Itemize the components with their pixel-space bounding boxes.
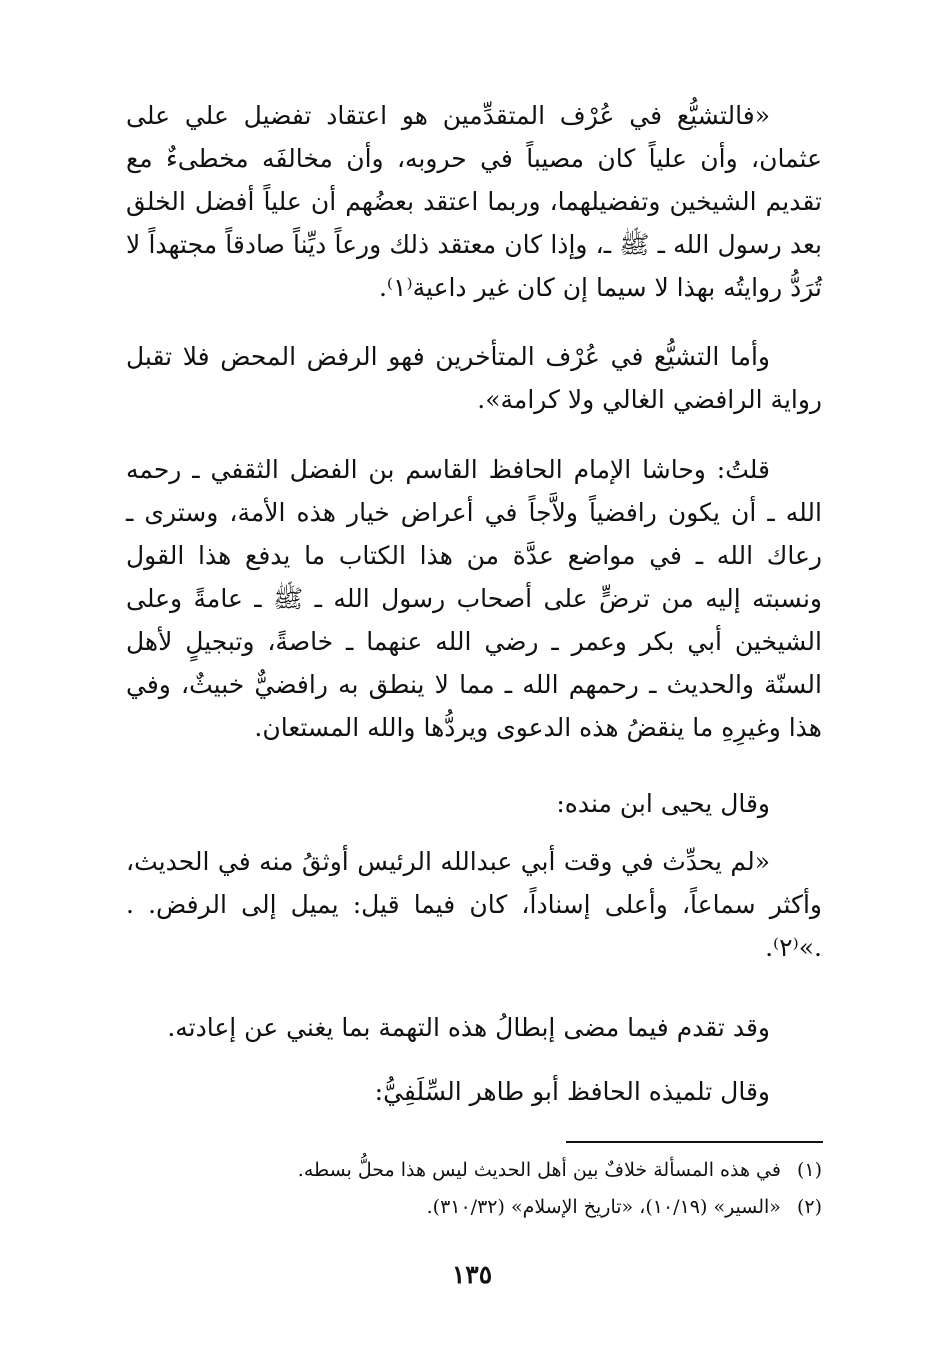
footnotes-section [160, 1152, 822, 1226]
footnote-1 [160, 1152, 822, 1189]
paragraph-shia-definition-early: «فالتشيُّع في عُرْف المتقدِّمين هو اعتقاد تفضيل علي على عثمان، وأن علياً كان مصيباً في حروبه، وأن مخالفَه مخطىءٌ مع تقديم الشيخين وتفضيلهما، وربما اعتقد بعضُهم أن علياً أفضل الخلق بعد رسول الله ـ ﷺ ـ، وإذا كان معتقد ذلك ورعاً ديِّناً صادقاً مجتهداً لا تُرَدُّ روايتُه بهذا لا سيما إن كان غير داعية⁽١⁾. [126, 101, 822, 302]
paragraph-silafi-intro: وقال تلميذه الحافظ أبو طاهر السِّلَفِيُّ: [374, 1077, 770, 1106]
page-number: ١٣٥ [451, 1260, 493, 1289]
footnote-2 [160, 1189, 822, 1226]
paragraph-author-comment: قلتُ: وحاشا الإمام الحافظ القاسم بن الفضل الثقفي ـ رحمه الله ـ أن يكون رافضياً ولاَّجاً في أعراض خيار هذه الأمة، وسترى ـ رعاك الله ـ في مواضع عدَّة من هذا الكتاب ما يدفع هذا القول ونسبته إليه من ترضٍّ على أصحاب رسول الله ـ ﷺ ـ عامةً وعلى الشيخين أبي بكر وعمر ـ رضي الله عنهما ـ خاصةً، وتبجيلٍ لأهل السنّة والحديث ـ رحمهم الله ـ مما لا ينطق به رافضيٌّ خبيثٌ، وفي هذا وغيرِهِ ما ينقضُ هذه الدعوى ويردُّها والله المستعان. [126, 455, 822, 742]
footnote-divider [566, 1141, 823, 1143]
paragraph-shia-definition-later: وأما التشيُّع في عُرْف المتأخرين فهو الرفض المحض فلا تقبل رواية الرافضي الغالي ولا كرامة». [126, 342, 822, 414]
paragraph-yahya-quote: «لم يحدِّث في وقت أبي عبدالله الرئيس أوثقُ منه في الحديث، وأكثر سماعاً، وأعلى إسناداً، كان فيما قيل: يميل إلى الرفض. . .»⁽٢⁾. [126, 847, 822, 962]
paragraph-yahya-intro: وقال يحيى ابن منده: [556, 789, 770, 818]
paragraph-refutation-note: وقد تقدم فيما مضى إبطالُ هذه التهمة بما يغني عن إعادته. [167, 1013, 770, 1042]
footnote-number: (٢) [796, 1196, 822, 1218]
footnote-text: «السير» (١٠/١٩)، «تاريخ الإسلام» (٣١٠/٣٢). [426, 1196, 781, 1218]
footnote-text: في هذه المسألة خلافٌ بين أهل الحديث ليس هذا محلُّ بسطه. [297, 1159, 781, 1181]
footnote-number: (١) [796, 1159, 822, 1181]
